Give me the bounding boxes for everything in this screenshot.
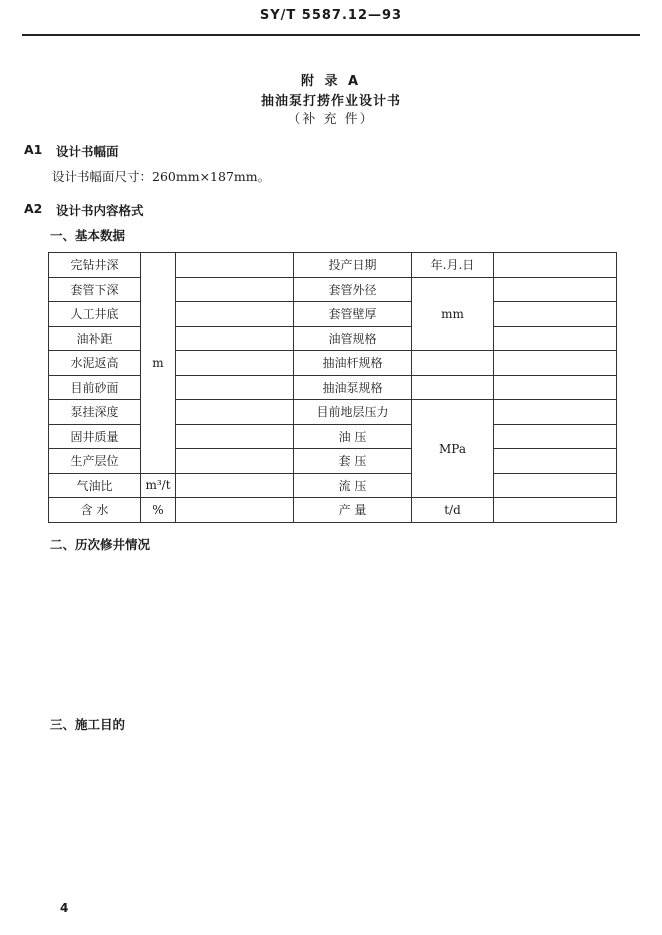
table-label-cell: 完钻井深	[49, 253, 141, 278]
table-row	[49, 302, 617, 327]
table-label-cell: 套 压	[294, 449, 412, 474]
table-row	[49, 351, 617, 376]
value-cell[interactable]	[494, 351, 617, 376]
value-cell[interactable]	[494, 277, 617, 302]
table-label-cell: 套管壁厚	[294, 302, 412, 327]
value-cell[interactable]	[176, 277, 294, 302]
section-a1-number: A1	[24, 142, 43, 157]
table-label-cell: 气油比	[49, 473, 141, 498]
table-label-cell: 套管外径	[294, 277, 412, 302]
table-label-cell: 泵挂深度	[49, 400, 141, 425]
standard-code-header: SY/T 5587.12—93	[259, 8, 403, 23]
header-rule	[22, 34, 640, 36]
table-label-cell: 人工井底	[49, 302, 141, 327]
table-label-cell: 抽油泵规格	[294, 375, 412, 400]
table-label-cell: 目前地层压力	[294, 400, 412, 425]
part-purpose-heading: 三、施工目的	[50, 717, 126, 732]
value-cell[interactable]	[176, 326, 294, 351]
section-a1-title: 设计书幅面	[56, 144, 119, 159]
value-cell[interactable]	[176, 375, 294, 400]
table-label-cell: 油补距	[49, 326, 141, 351]
value-cell[interactable]	[176, 400, 294, 425]
table-row	[49, 473, 617, 498]
value-cell[interactable]	[176, 302, 294, 327]
value-cell[interactable]	[176, 473, 294, 498]
table-row	[49, 449, 617, 474]
section-a2-title: 设计书内容格式	[56, 203, 144, 218]
table-row	[49, 498, 617, 523]
value-cell[interactable]	[494, 326, 617, 351]
value-cell[interactable]	[494, 253, 617, 278]
value-cell[interactable]	[176, 253, 294, 278]
table-label-cell: 流 压	[294, 473, 412, 498]
value-cell[interactable]	[176, 498, 294, 523]
table-row	[49, 326, 617, 351]
unit-cell-date: 年.月.日	[412, 253, 494, 278]
unit-cell-percent: %	[141, 498, 176, 523]
unit-cell-gor: m³/t	[141, 473, 176, 498]
table-row	[49, 253, 617, 278]
value-cell[interactable]	[494, 424, 617, 449]
table-label-cell: 套管下深	[49, 277, 141, 302]
unit-cell-empty	[412, 351, 494, 376]
appendix-note: （补 充 件）	[287, 112, 375, 127]
table-label-cell: 含 水	[49, 498, 141, 523]
page-number: 4	[60, 901, 69, 915]
table-row	[49, 400, 617, 425]
table-label-cell: 油 压	[294, 424, 412, 449]
value-cell[interactable]	[494, 375, 617, 400]
unit-cell-empty	[412, 375, 494, 400]
unit-cell-mpa: MPa	[412, 400, 494, 498]
value-cell[interactable]	[176, 449, 294, 474]
table-label-cell: 投产日期	[294, 253, 412, 278]
part-workover-history-heading: 二、历次修井情况	[50, 537, 151, 552]
table-row	[49, 375, 617, 400]
value-cell[interactable]	[176, 424, 294, 449]
value-cell[interactable]	[494, 449, 617, 474]
unit-cell-mm: mm	[412, 277, 494, 351]
table-label-cell: 水泥返高	[49, 351, 141, 376]
table-label-cell: 目前砂面	[49, 375, 141, 400]
unit-cell-m: m	[141, 253, 176, 474]
section-a2-number: A2	[24, 201, 43, 216]
section-a1-text: 设计书幅面尺寸：260mm×187mm。	[52, 169, 271, 184]
value-cell[interactable]	[176, 351, 294, 376]
basic-data-table	[48, 252, 617, 523]
table-label-cell: 固井质量	[49, 424, 141, 449]
value-cell[interactable]	[494, 473, 617, 498]
table-label-cell: 生产层位	[49, 449, 141, 474]
value-cell[interactable]	[494, 498, 617, 523]
table-row	[49, 424, 617, 449]
table-label-cell: 抽油杆规格	[294, 351, 412, 376]
value-cell[interactable]	[494, 400, 617, 425]
appendix-label: 附 录 A	[300, 74, 362, 89]
table-label-cell: 油管规格	[294, 326, 412, 351]
appendix-title: 抽油泵打捞作业设计书	[260, 94, 401, 109]
unit-cell-td: t/d	[412, 498, 494, 523]
value-cell[interactable]	[494, 302, 617, 327]
table-label-cell: 产 量	[294, 498, 412, 523]
part-basic-data-heading: 一、基本数据	[50, 228, 126, 243]
table-row	[49, 277, 617, 302]
